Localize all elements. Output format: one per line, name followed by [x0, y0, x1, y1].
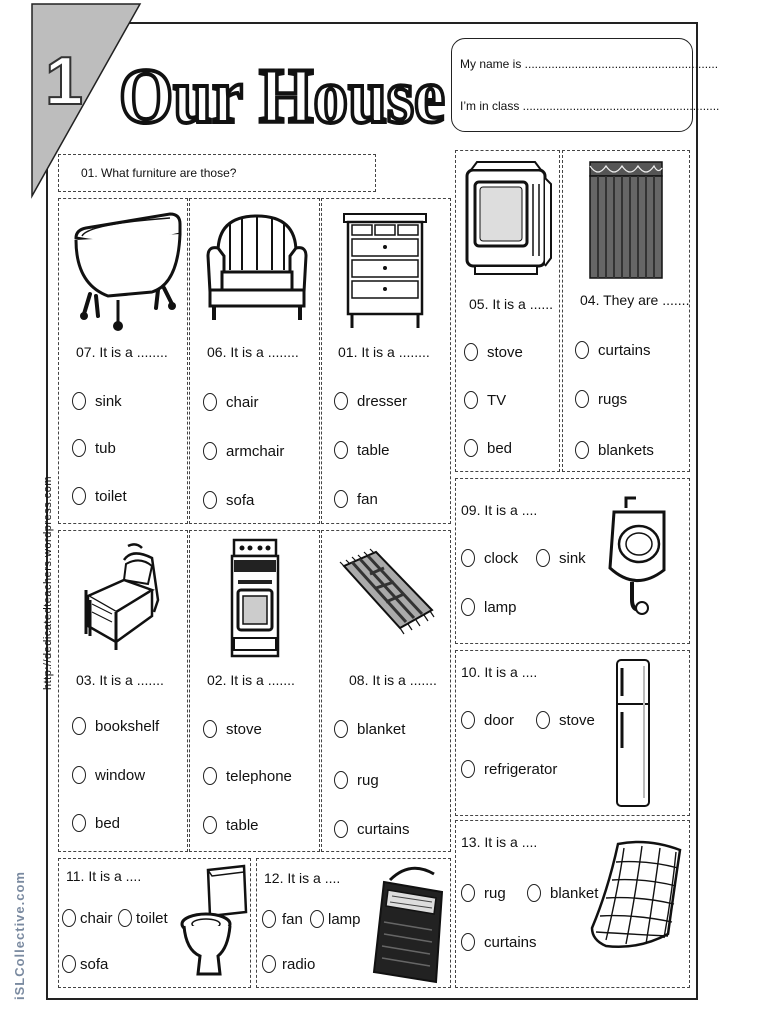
option-fan[interactable]: fan [334, 490, 378, 508]
radio-button[interactable] [203, 442, 217, 460]
question-05-label: 05. It is a ...... [469, 296, 554, 312]
toilet-icon [180, 864, 250, 982]
option-curtains[interactable]: curtains [334, 820, 410, 838]
option-toilet[interactable]: toilet [72, 487, 127, 505]
bed-icon [82, 540, 162, 656]
radio-button[interactable] [262, 955, 276, 973]
radio-button[interactable] [461, 598, 475, 616]
radio-button[interactable] [575, 341, 589, 359]
option-clock[interactable]: clock [461, 549, 518, 567]
question-10-label: 10. It is a .... [461, 664, 538, 680]
radio-icon [370, 862, 450, 984]
option-window[interactable]: window [72, 766, 145, 784]
question-02-label: 02. It is a ....... [207, 672, 295, 688]
question-07-label: 07. It is a ........ [76, 344, 168, 360]
option-radio[interactable]: radio [262, 955, 315, 973]
worksheet-title [112, 28, 452, 138]
dresser-icon [342, 212, 428, 332]
page-title: Our House [119, 52, 445, 138]
radio-button[interactable] [464, 343, 478, 361]
option-bed[interactable]: bed [72, 814, 120, 832]
radio-button[interactable] [62, 955, 76, 973]
question-06-label: 06. It is a ........ [207, 344, 299, 360]
radio-button[interactable] [575, 390, 589, 408]
stove-icon [230, 538, 280, 660]
option-curtains[interactable]: curtains [575, 341, 651, 359]
question-03-label: 03. It is a ....... [76, 672, 164, 688]
question-04-label: 04. They are ....... [580, 292, 690, 308]
radio-button[interactable] [203, 816, 217, 834]
question-13-label: 13. It is a .... [461, 834, 538, 850]
radio-button[interactable] [118, 909, 132, 927]
option-refrigerator[interactable]: refrigerator [461, 760, 557, 778]
sofa-icon [204, 212, 310, 324]
option-sink[interactable]: sink [536, 549, 586, 567]
sink-icon [606, 492, 670, 618]
radio-button[interactable] [527, 884, 541, 902]
option-door[interactable]: door [461, 711, 514, 729]
option-stove[interactable]: stove [464, 343, 523, 361]
radio-button[interactable] [203, 767, 217, 785]
radio-button[interactable] [334, 490, 348, 508]
option-bed[interactable]: bed [464, 439, 512, 457]
radio-button[interactable] [310, 910, 324, 928]
radio-button[interactable] [72, 814, 86, 832]
radio-button[interactable] [334, 392, 348, 410]
radio-button[interactable] [72, 766, 86, 784]
option-sofa[interactable]: sofa [62, 955, 108, 973]
option-blanket[interactable]: blanket [334, 720, 405, 738]
refrigerator-icon [614, 658, 652, 808]
option-table[interactable]: table [203, 816, 259, 834]
radio-button[interactable] [203, 491, 217, 509]
radio-button[interactable] [262, 910, 276, 928]
name-line[interactable]: My name is .......................................................... [460, 57, 719, 71]
option-blanket[interactable]: blanket [527, 884, 598, 902]
question-09-label: 09. It is a .... [461, 502, 538, 518]
radio-button[interactable] [464, 439, 478, 457]
radio-button[interactable] [334, 441, 348, 459]
radio-button[interactable] [334, 771, 348, 789]
radio-button[interactable] [203, 393, 217, 411]
rug-icon [340, 544, 436, 640]
tv-icon [463, 156, 555, 282]
name-class-box [451, 38, 720, 132]
radio-button[interactable] [461, 933, 475, 951]
side-url: http://dedicatedteachers.wordpress.com [42, 475, 54, 690]
radio-button[interactable] [464, 391, 478, 409]
radio-button[interactable] [72, 717, 86, 735]
lesson-number: 1 [45, 43, 83, 119]
option-chair[interactable]: chair [62, 909, 113, 927]
radio-button[interactable] [72, 392, 86, 410]
option-toilet[interactable]: toilet [118, 909, 168, 927]
option-sink[interactable]: sink [72, 392, 122, 410]
radio-button[interactable] [575, 441, 589, 459]
option-table[interactable]: table [334, 441, 390, 459]
question-11-label: 11. It is a .... [66, 868, 142, 884]
radio-button[interactable] [461, 760, 475, 778]
radio-button[interactable] [461, 711, 475, 729]
radio-button[interactable] [461, 549, 475, 567]
option-stove[interactable]: stove [203, 720, 262, 738]
option-tub[interactable]: tub [72, 439, 116, 457]
option-stove[interactable]: stove [536, 711, 595, 729]
option-dresser[interactable]: dresser [334, 392, 407, 410]
question-01-label: 01. It is a ........ [338, 344, 430, 360]
blanket-icon [588, 840, 686, 950]
radio-button[interactable] [536, 711, 550, 729]
option-rug[interactable]: rug [334, 771, 379, 789]
radio-button[interactable] [334, 720, 348, 738]
option-rugs[interactable]: rugs [575, 390, 627, 408]
option-sofa[interactable]: sofa [203, 491, 254, 509]
option-curtains[interactable]: curtains [461, 933, 537, 951]
radio-button[interactable] [461, 884, 475, 902]
radio-button[interactable] [536, 549, 550, 567]
curtains-icon [588, 160, 664, 284]
option-fan[interactable]: fan [262, 910, 303, 928]
radio-button[interactable] [334, 820, 348, 838]
option-chair[interactable]: chair [203, 393, 259, 411]
option-lamp[interactable]: lamp [310, 910, 361, 928]
radio-button[interactable] [62, 909, 76, 927]
class-line[interactable]: I’m in class ........................................................... [460, 99, 720, 113]
option-lamp[interactable]: lamp [461, 598, 517, 616]
instruction-text: 01. What furniture are those? [81, 166, 237, 180]
option-armchair[interactable]: armchair [203, 442, 284, 460]
question-12-label: 12. It is a .... [264, 870, 341, 886]
bathtub-icon [68, 204, 184, 332]
side-brand: iSLCollective.com [12, 871, 27, 1000]
instruction-box [58, 154, 376, 192]
option-telephone[interactable]: telephone [203, 767, 292, 785]
option-tv[interactable]: TV [464, 391, 506, 409]
option-bookshelf[interactable]: bookshelf [72, 717, 159, 735]
radio-button[interactable] [72, 439, 86, 457]
option-rug[interactable]: rug [461, 884, 506, 902]
option-blankets[interactable]: blankets [575, 441, 654, 459]
radio-button[interactable] [72, 487, 86, 505]
question-08-label: 08. It is a ....... [349, 672, 437, 688]
radio-button[interactable] [203, 720, 217, 738]
